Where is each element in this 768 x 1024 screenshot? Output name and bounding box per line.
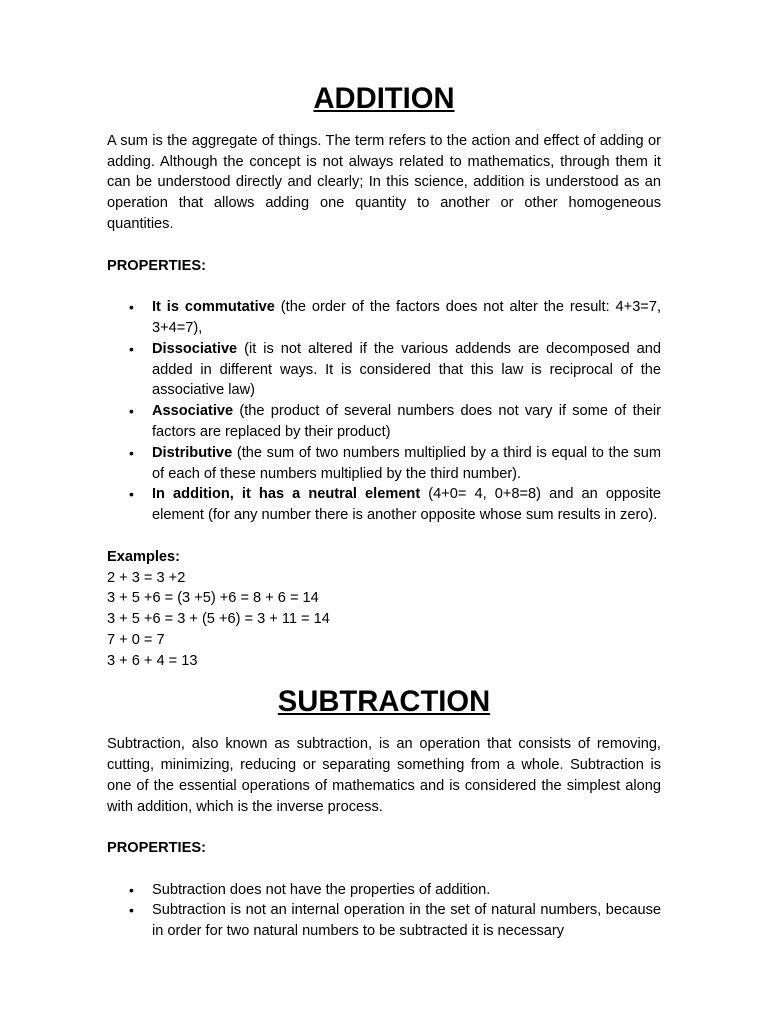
property-term: Associative (152, 403, 234, 420)
bullet-icon: • (129, 486, 134, 503)
addition-properties-list (107, 297, 661, 526)
property-term: Dissociative (152, 340, 238, 357)
example-line: 3 + 6 + 4 = 13 (107, 652, 198, 669)
document-page (107, 83, 662, 942)
bullet-icon: • (129, 403, 134, 420)
addition-title: ADDITION (313, 83, 455, 115)
example-line: 3 + 5 +6 = (3 +5) +6 = 8 + 6 = 14 (107, 590, 319, 607)
list-item (107, 401, 661, 443)
addition-properties-heading: PROPERTIES: (107, 257, 206, 274)
example-line: 3 + 5 +6 = 3 + (5 +6) = 3 + 11 = 14 (107, 611, 330, 628)
property-term: Distributive (152, 444, 233, 461)
subtraction-intro: Subtraction, also known as subtraction, is an operation that consists of removing, cutting, minimizing, reducing or separating something from a whole. Subtraction is one of the essential operations of mathematics and is considered the simplest along with addition, which is the inverse process. (107, 736, 661, 815)
property-term: It is commutative (152, 299, 275, 316)
bullet-icon: • (129, 902, 134, 919)
subtraction-properties-heading: PROPERTIES: (107, 840, 206, 857)
property-text: (4+0= 4, 0+8=8) and an opposite element (for any number there is another opposite whose sum results in zero). (152, 486, 661, 524)
property-text: (the sum of two numbers multiplied by a third is equal to the sum of each of these numbers multiplied by the third number). (152, 444, 661, 482)
bullet-icon: • (129, 881, 134, 898)
property-text: (it is not altered if the various addends are decomposed and added in different ways. It is considered that this law is reciprocal of the associative law) (152, 340, 661, 399)
list-item (107, 339, 661, 401)
subtraction-properties-list (107, 880, 661, 942)
property-text: (the product of several numbers does not vary if some of their factors are replaced by their product) (152, 403, 661, 440)
example-line: 2 + 3 = 3 +2 (107, 569, 186, 586)
list-item (107, 443, 661, 485)
bullet-icon: • (129, 444, 134, 461)
subtraction-title: SUBTRACTION (277, 686, 491, 719)
bullet-icon: • (129, 299, 134, 316)
property-text: Subtraction does not have the properties of addition. (152, 881, 491, 898)
list-item (107, 484, 661, 526)
example-line: 7 + 0 = 7 (107, 631, 165, 648)
property-term: In addition, it has a neutral element (152, 486, 421, 503)
list-item (107, 297, 661, 339)
bullet-icon: • (129, 340, 134, 357)
list-item (107, 880, 661, 901)
property-text: Subtraction is not an internal operation in the set of natural numbers, because in order for two natural numbers to be subtracted it is necessary (152, 902, 661, 940)
addition-intro: A sum is the aggregate of things. The term refers to the action and effect of adding or adding. Although the concept is not always related to mathematics, through them it can be understood directly and clearly; In this science, addition is understood as an operation that allows adding one quantity to another or other homogeneous quantities. (107, 132, 661, 232)
examples-heading: Examples: (107, 548, 181, 565)
property-text: (the order of the factors does not alter the result: 4+3=7, 3+4=7), (152, 299, 662, 336)
list-item (107, 900, 661, 942)
